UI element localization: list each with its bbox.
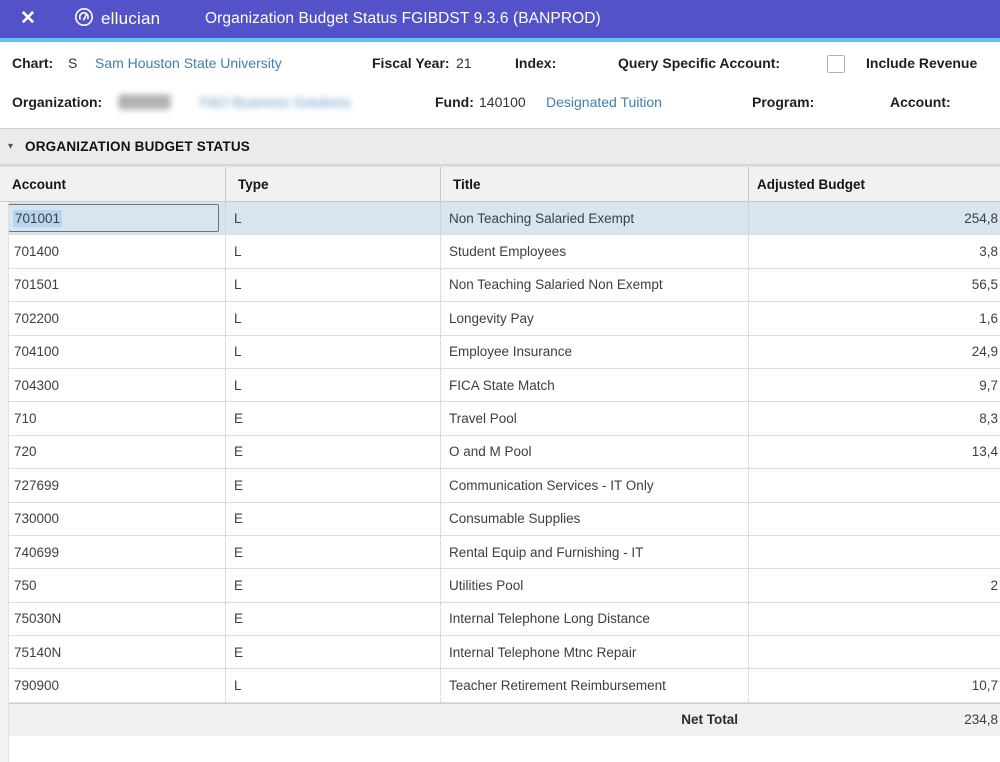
keyblock <box>0 42 1000 128</box>
net-total-label: Net Total <box>681 712 738 728</box>
account-cell[interactable]: 740699 <box>14 544 60 560</box>
title-cell[interactable]: Teacher Retirement Reimbursement <box>440 669 748 701</box>
type-cell[interactable]: L <box>225 202 440 234</box>
fiscal-year-label: Fiscal Year: <box>372 55 450 71</box>
adjusted-budget-cell[interactable]: 24,9 <box>748 336 1000 368</box>
table-row[interactable] <box>0 503 1000 536</box>
include-revenue-label: Include Revenue <box>866 55 978 71</box>
adjusted-budget-cell[interactable]: 3,8 <box>748 235 1000 267</box>
table-row[interactable] <box>0 436 1000 469</box>
adjusted-budget-cell[interactable] <box>748 503 1000 535</box>
organization-label: Organization: <box>12 94 103 110</box>
type-cell[interactable]: E <box>225 569 440 601</box>
query-specific-account-label: Query Specific Account: <box>618 55 781 71</box>
title-cell[interactable]: Travel Pool <box>440 402 748 434</box>
type-cell[interactable]: E <box>225 636 440 668</box>
account-cell[interactable]: 720 <box>14 444 37 460</box>
type-cell[interactable]: E <box>225 402 440 434</box>
adjusted-budget-cell[interactable] <box>748 603 1000 635</box>
adjusted-budget-cell[interactable] <box>748 469 1000 501</box>
title-cell[interactable]: Rental Equip and Furnishing - IT <box>440 536 748 568</box>
account-cell[interactable]: 701501 <box>14 277 60 293</box>
column-header-account[interactable]: Account <box>12 176 66 192</box>
table-row[interactable] <box>0 603 1000 636</box>
adjusted-budget-cell[interactable]: 8,3 <box>748 402 1000 434</box>
brand <box>74 0 160 38</box>
table-row[interactable] <box>0 636 1000 669</box>
chart-description: Sam Houston State University <box>95 55 282 71</box>
type-cell[interactable]: E <box>225 469 440 501</box>
title-cell[interactable]: Communication Services - IT Only <box>440 469 748 501</box>
brand-name: ellucian <box>101 9 161 28</box>
table-row[interactable] <box>0 336 1000 369</box>
fund-label: Fund: <box>435 94 474 110</box>
ellucian-logo-icon <box>74 7 94 32</box>
collapse-caret-icon[interactable]: ▾ <box>8 140 14 152</box>
type-cell[interactable]: L <box>225 336 440 368</box>
account-cell[interactable]: 702200 <box>14 310 60 326</box>
type-cell[interactable]: L <box>225 669 440 701</box>
focused-cell[interactable] <box>8 204 219 232</box>
table-row[interactable] <box>0 369 1000 402</box>
organization-description-redacted: F&O Business Solutions <box>200 94 351 110</box>
type-cell[interactable]: E <box>225 536 440 568</box>
title-cell[interactable]: FICA State Match <box>440 369 748 401</box>
net-total-value: 234,8 <box>964 712 998 728</box>
title-cell[interactable]: Employee Insurance <box>440 336 748 368</box>
account-cell[interactable]: 704300 <box>14 377 60 393</box>
adjusted-budget-cell[interactable]: 1,6 <box>748 302 1000 334</box>
account-cell[interactable]: 704100 <box>14 344 60 360</box>
adjusted-budget-cell[interactable]: 13,4 <box>748 436 1000 468</box>
adjusted-budget-cell[interactable]: 9,7 <box>748 369 1000 401</box>
chart-value: S <box>68 55 78 71</box>
type-cell[interactable]: E <box>225 503 440 535</box>
title-cell[interactable]: O and M Pool <box>440 436 748 468</box>
program-label: Program: <box>752 94 815 110</box>
account-cell[interactable] <box>0 202 225 234</box>
table-row[interactable] <box>0 269 1000 302</box>
account-cell[interactable]: 710 <box>14 411 37 427</box>
net-total-row <box>0 703 1000 736</box>
adjusted-budget-cell[interactable]: 10,7 <box>748 669 1000 701</box>
account-cell[interactable]: 701400 <box>14 244 60 260</box>
section-title: ORGANIZATION BUDGET STATUS <box>25 139 250 154</box>
adjusted-budget-cell[interactable]: 254,8 <box>748 202 1000 234</box>
fiscal-year-value: 21 <box>456 55 472 71</box>
table-body <box>0 202 1000 703</box>
table-row[interactable] <box>0 202 1000 235</box>
table-header-row <box>0 166 1000 202</box>
table-row[interactable] <box>0 402 1000 435</box>
account-cell[interactable]: 750 <box>14 577 37 593</box>
table-left-gutter <box>0 202 9 762</box>
column-header-adjusted-budget[interactable]: Adjusted Budget <box>748 167 1000 201</box>
table-row[interactable] <box>0 235 1000 268</box>
table-row[interactable] <box>0 469 1000 502</box>
table-row[interactable] <box>0 669 1000 702</box>
adjusted-budget-cell[interactable]: 2 <box>748 569 1000 601</box>
title-cell[interactable]: Utilities Pool <box>440 569 748 601</box>
title-cell[interactable]: Internal Telephone Mtnc Repair <box>440 636 748 668</box>
account-cell[interactable]: 790900 <box>14 678 60 694</box>
account-cell[interactable]: 727699 <box>14 477 60 493</box>
title-cell[interactable]: Non Teaching Salaried Exempt <box>440 202 748 234</box>
type-cell[interactable]: E <box>225 603 440 635</box>
account-cell[interactable]: 730000 <box>14 511 60 527</box>
title-cell[interactable]: Student Employees <box>440 235 748 267</box>
close-icon[interactable]: ✕ <box>20 8 36 29</box>
budget-table <box>0 166 1000 736</box>
account-label: Account: <box>890 94 951 110</box>
chart-label: Chart: <box>12 55 54 71</box>
type-cell[interactable]: L <box>225 269 440 301</box>
organization-code-redacted: 630000 <box>118 94 171 110</box>
type-cell[interactable]: L <box>225 302 440 334</box>
title-cell[interactable]: Internal Telephone Long Distance <box>440 603 748 635</box>
query-specific-account-checkbox[interactable] <box>827 55 845 73</box>
adjusted-budget-cell[interactable] <box>748 536 1000 568</box>
column-header-title[interactable]: Title <box>440 167 748 201</box>
selected-account-text: 701001 <box>15 210 61 226</box>
adjusted-budget-cell[interactable] <box>748 636 1000 668</box>
type-cell[interactable]: L <box>225 235 440 267</box>
fund-value: 140100 <box>479 94 526 110</box>
index-label: Index: <box>515 55 557 71</box>
fund-description: Designated Tuition <box>546 94 662 110</box>
table-row[interactable] <box>0 536 1000 569</box>
title-cell[interactable]: Non Teaching Salaried Non Exempt <box>440 269 748 301</box>
page-title: Organization Budget Status FGIBDST 9.3.6 (BANPROD) <box>205 10 601 27</box>
section-header[interactable] <box>0 128 1000 166</box>
adjusted-budget-cell[interactable]: 56,5 <box>748 269 1000 301</box>
table-row[interactable] <box>0 302 1000 335</box>
type-cell[interactable]: E <box>225 436 440 468</box>
column-header-type[interactable]: Type <box>225 167 440 201</box>
titlebar <box>0 0 1000 38</box>
account-cell[interactable]: 75140N <box>14 644 62 660</box>
type-cell[interactable]: L <box>225 369 440 401</box>
table-row[interactable] <box>0 569 1000 602</box>
title-cell[interactable]: Longevity Pay <box>440 302 748 334</box>
account-cell[interactable]: 75030N <box>14 611 62 627</box>
title-cell[interactable]: Consumable Supplies <box>440 503 748 535</box>
